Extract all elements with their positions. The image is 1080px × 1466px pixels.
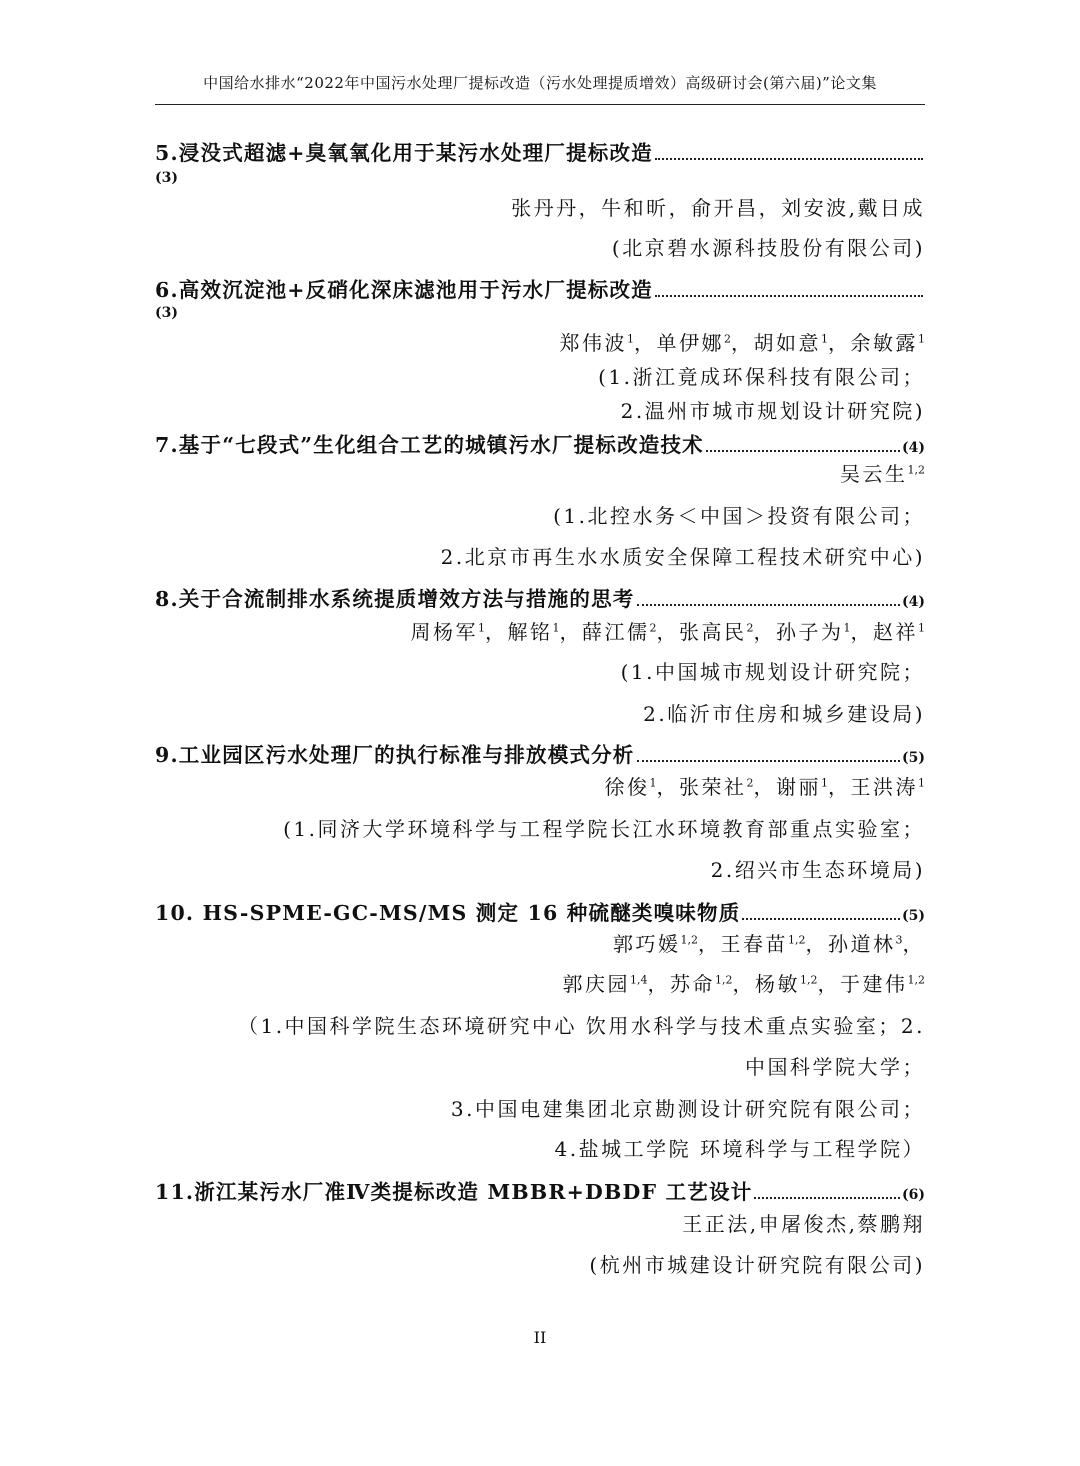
entry-affiliation: 中国科学院大学； (745, 1055, 925, 1079)
entry-title-text: 7.基于“七段式”生化组合工艺的城镇污水厂提标改造技术 (155, 433, 704, 457)
entry-affiliation: 2.温州市城市规划设计研究院) (620, 399, 925, 423)
toc-entry-title[interactable] (155, 273, 925, 303)
entry-affiliation: 2.北京市再生水水质安全保障工程技术研究中心) (440, 545, 925, 569)
leader-dots (706, 449, 900, 452)
leader-dots (655, 157, 923, 160)
entry-authors: 吴云生$^{1,2}$ (840, 462, 925, 486)
entry-title-text: 5.浸没式超滤+臭氧氧化用于某污水处理厂提标改造 (155, 141, 653, 165)
leader-dots (637, 759, 901, 762)
header-rule (155, 104, 925, 105)
entry-authors: 王正法,申屠俊杰,蔡鹏翔 (682, 1212, 925, 1236)
entry-title-text: 11.浙江某污水厂准Ⅳ类提标改造 MBBR+DBDF 工艺设计 (155, 1180, 753, 1204)
entry-authors: 徐俊$^1$，张荣社$^2$，谢丽$^1$，王洪涛$^1$ (604, 775, 925, 799)
entry-authors: 郭庆园$^{1,4}$，苏命$^{1,2}$，杨敏$^{1,2}$，于建伟$^{1,2}$ (562, 972, 925, 996)
entry-page-number: (4) (902, 594, 925, 610)
page-number: II (533, 1328, 547, 1347)
entry-page-number: (6) (902, 1187, 925, 1203)
toc-entry-title[interactable] (155, 1175, 925, 1205)
leader-dots (637, 603, 901, 606)
toc-entry-title[interactable] (155, 136, 925, 166)
leader-dots (655, 294, 923, 297)
entry-authors: 周杨军$^1$，解铭$^1$，薛江儒$^2$，张高民$^2$，孙子为$^1$，赵祥$^1$ (410, 620, 925, 644)
entry-affiliation: (杭州市城建设计研究院有限公司) (589, 1253, 925, 1277)
entry-authors: 郭巧媛$^{1,2}$，王春苗$^{1,2}$，孙道林$^3$， (613, 932, 925, 956)
entry-page-number: (5) (902, 908, 925, 924)
entry-affiliation: 3.中国电建集团北京勘测设计研究院有限公司； (450, 1097, 925, 1121)
entry-affiliation: (北京碧水源科技股份有限公司) (611, 236, 925, 260)
entry-title-text: 8.关于合流制排水系统提质增效方法与措施的思考 (155, 587, 635, 611)
entry-title-text: 10. HS-SPME-GC-MS/MS 测定 16 种硫醚类嗅味物质 (155, 901, 741, 925)
toc-entry-title[interactable] (155, 896, 925, 926)
entry-authors: 郑伟波$^1$，单伊娜$^2$，胡如意$^1$，余敏露$^1$ (559, 331, 925, 355)
entry-page-number: (3) (155, 305, 178, 321)
entry-affiliation: 4.盐城工学院 环境科学与工程学院） (554, 1137, 925, 1161)
entry-affiliation: 2.临沂市住房和城乡建设局) (643, 702, 925, 726)
entry-affiliation: (1.中国城市规划设计研究院； (620, 660, 925, 684)
entry-affiliation: 2.绍兴市生态环境局) (710, 858, 925, 882)
entry-affiliation: (1.北控水务＜中国＞投资有限公司； (553, 504, 925, 528)
running-header: 中国给水排水“2022年中国污水处理厂提标改造（污水处理提质增效）高级研讨会(第六届)”论文集 (203, 74, 877, 92)
leader-dots (754, 1196, 900, 1199)
entry-page-number: (4) (902, 440, 925, 456)
entry-authors: 张丹丹，牛和昕，俞开昌，刘安波,戴日成 (511, 196, 925, 220)
entry-affiliation: (1.浙江竟成环保科技有限公司； (598, 365, 925, 389)
toc-entry-title[interactable] (155, 428, 925, 458)
toc-entry-title[interactable] (155, 582, 925, 612)
toc-entry-title[interactable] (155, 738, 925, 768)
entry-page-number: (5) (902, 750, 925, 766)
entry-title-text: 6.高效沉淀池+反硝化深床滤池用于污水厂提标改造 (155, 278, 653, 302)
entry-affiliation: （1.中国科学院生态环境研究中心 饮用水科学与技术重点实验室；2. (237, 1014, 925, 1038)
leader-dots (742, 917, 900, 920)
entry-affiliation: (1.同济大学环境科学与工程学院长江水环境教育部重点实验室； (283, 817, 925, 841)
entry-page-number: (3) (155, 170, 178, 186)
entry-title-text: 9.工业园区污水处理厂的执行标准与排放模式分析 (155, 743, 635, 767)
